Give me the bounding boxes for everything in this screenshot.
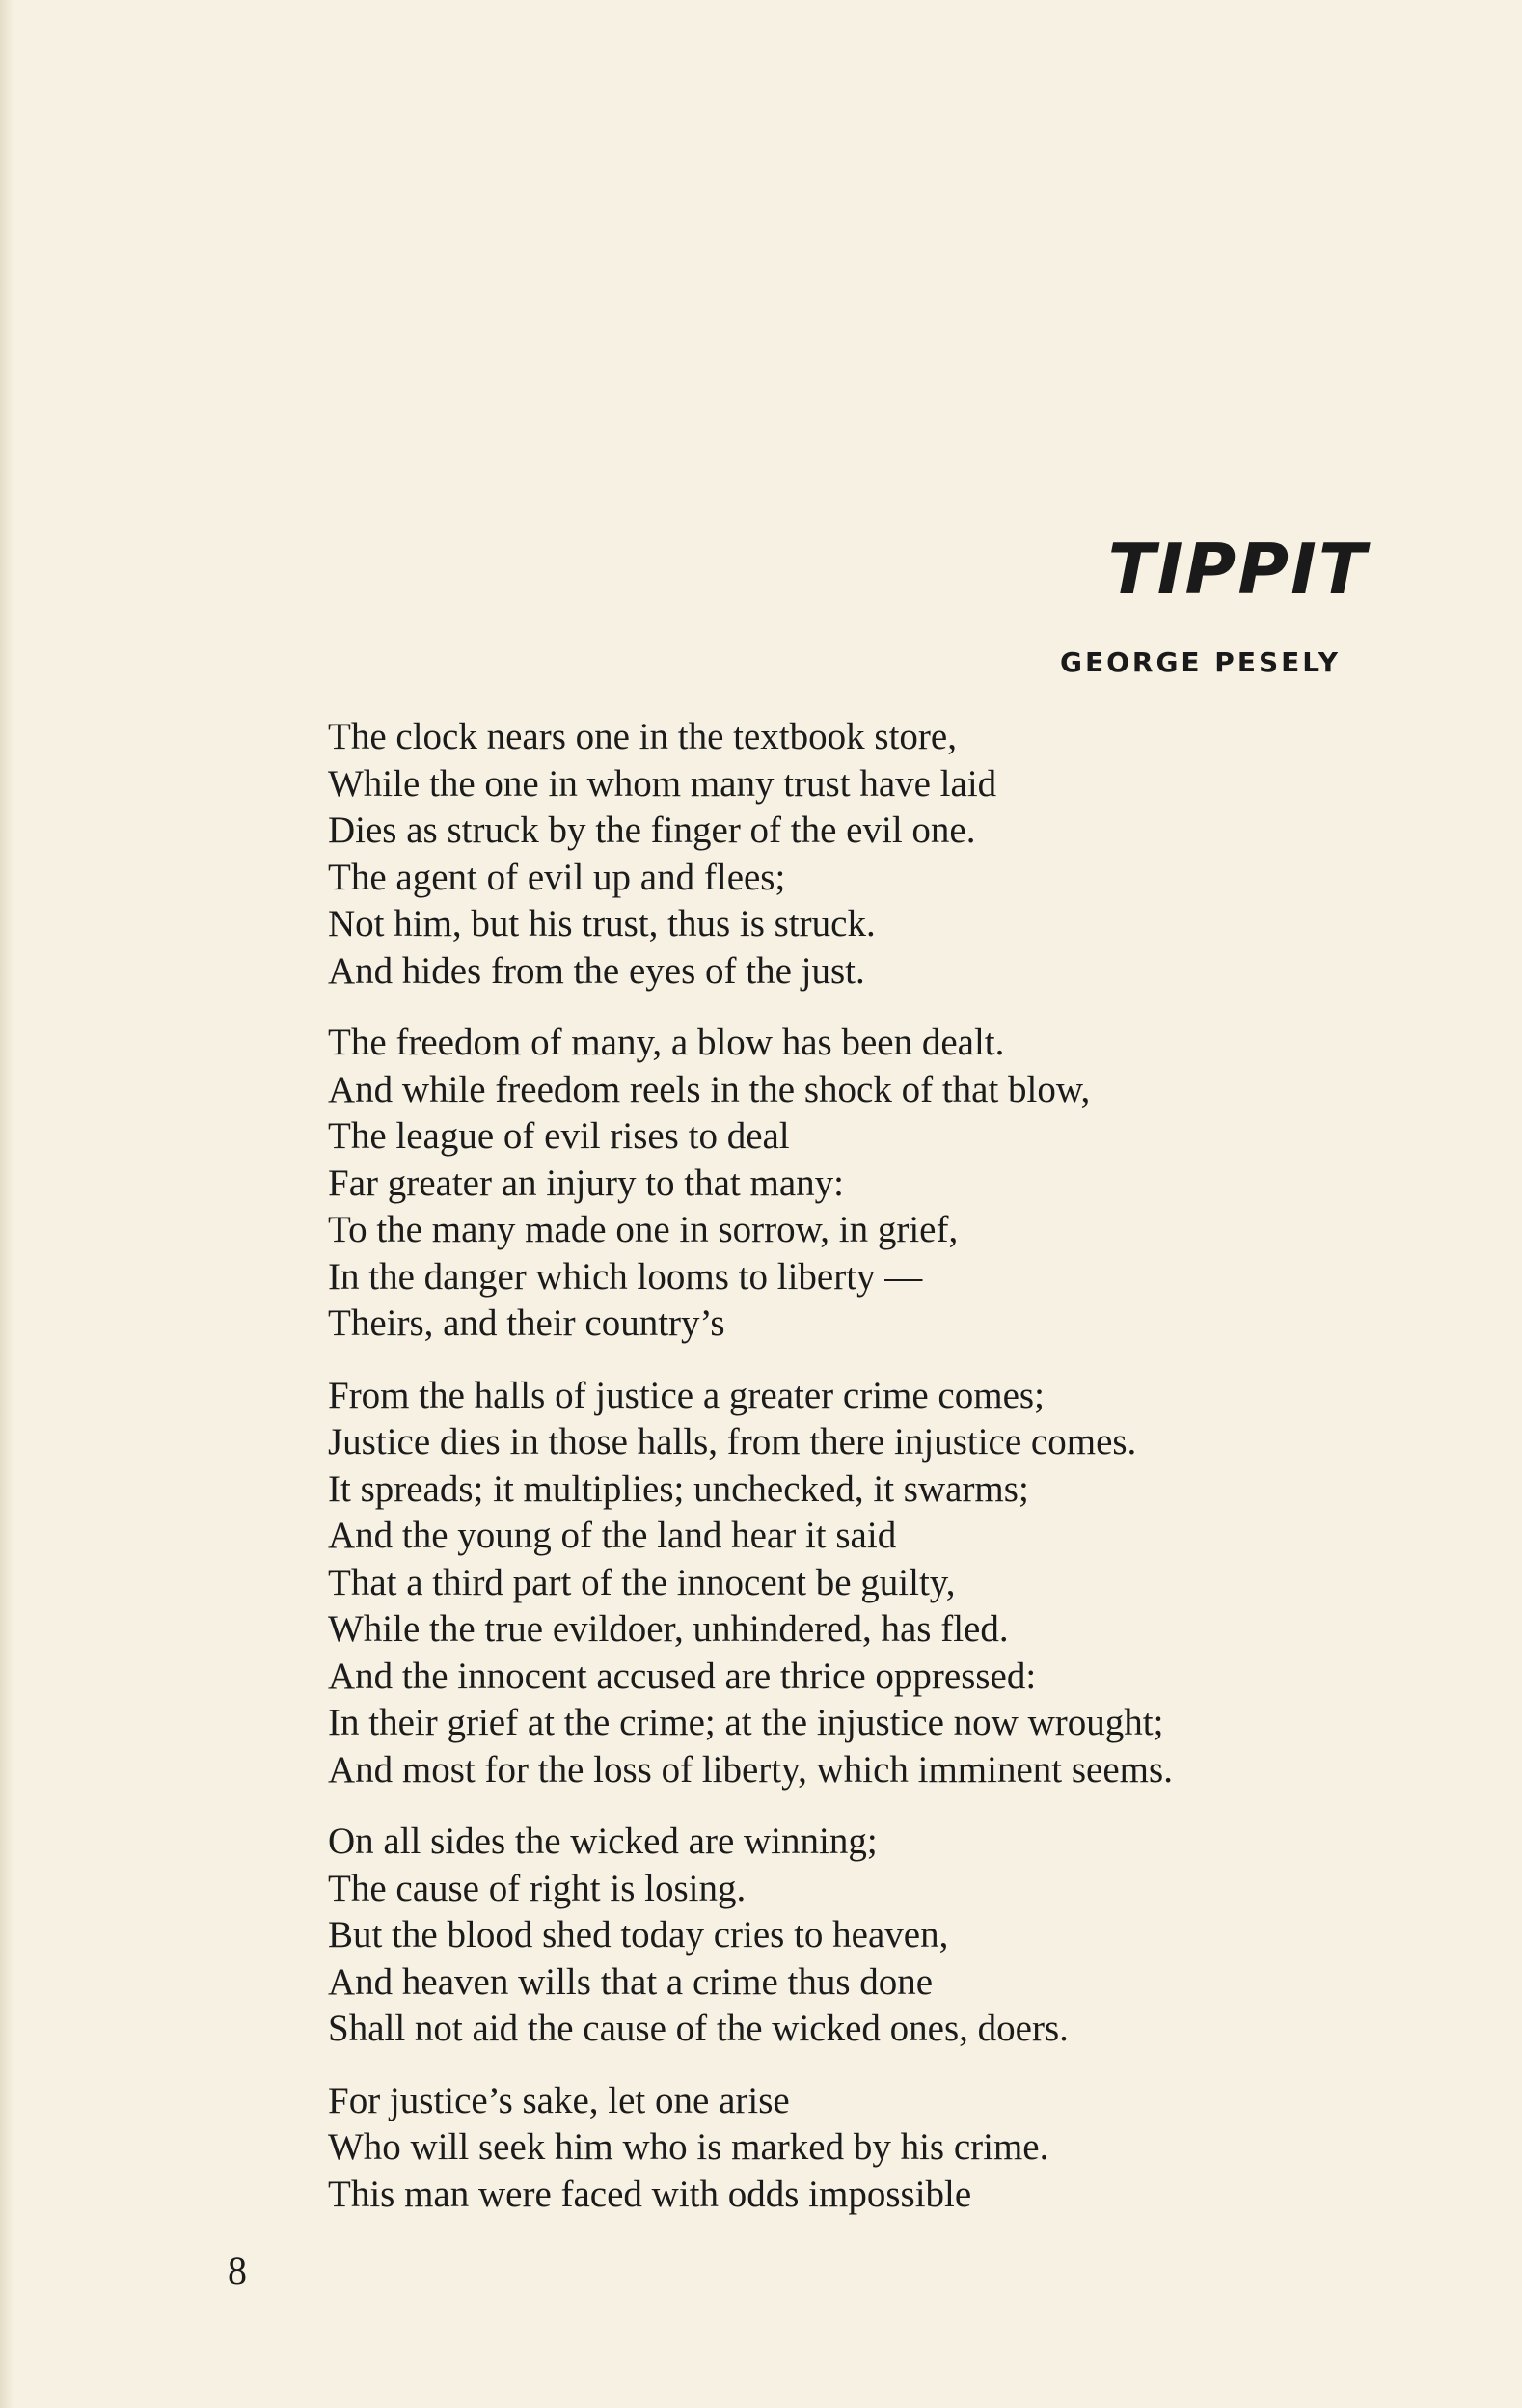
poem-line: And while freedom reels in the shock of that blow, — [328, 1068, 1091, 1110]
poem-line: But the blood shed today cries to heaven, — [328, 1914, 949, 1956]
poem-line: It spreads; it multiplies; unchecked, it swarms; — [328, 1467, 1029, 1510]
poem-body — [328, 714, 1408, 2243]
poem-line: Who will seek him who is marked by his crime. — [328, 2126, 1049, 2168]
poem-line: And heaven wills that a crime thus done — [328, 1960, 934, 2003]
poem-line: The freedom of many, a blow has been dealt. — [328, 1022, 1005, 1063]
poem-line: Dies as struck by the finger of the evil one. — [328, 809, 976, 851]
poem-line: And the innocent accused are thrice oppressed: — [328, 1655, 1037, 1697]
poem-line: From the halls of justice a greater crime comes; — [328, 1374, 1045, 1416]
poem-line: The clock nears one in the textbook store, — [328, 716, 957, 757]
poem-line: On all sides the wicked are winning; — [328, 1820, 878, 1862]
poem-line: And the young of the land hear it said — [328, 1515, 897, 1556]
poem-stanza — [328, 2078, 1408, 2219]
poem-author: GEORGE PESELY — [1059, 646, 1341, 678]
poem-line: The cause of right is losing. — [328, 1867, 747, 1909]
poem-line: Theirs, and their country’s — [328, 1302, 725, 1344]
poem-stanza — [328, 1373, 1408, 1794]
poem-line: In their grief at the crime; at the injustice now wrought; — [328, 1702, 1164, 1743]
poem-line: Justice dies in those halls, from there injustice comes. — [328, 1421, 1137, 1463]
poem-line: Far greater an injury to that many: — [328, 1162, 844, 1204]
poem-stanza — [328, 714, 1408, 995]
poem-line: This man were faced with odds impossible — [328, 2173, 972, 2215]
poem-line: While the true evildoer, unhindered, has fled. — [328, 1608, 1009, 1650]
page-spine-shadow — [0, 0, 14, 2408]
poem-line: For justice’s sake, let one arise — [328, 2079, 790, 2121]
poem-line: To the many made one in sorrow, in grief, — [328, 1209, 959, 1250]
poem-stanza — [328, 1819, 1408, 2053]
poem-line: Not him, but his trust, thus is struck. — [328, 903, 876, 944]
poem-line: And hides from the eyes of the just. — [328, 949, 865, 992]
poem-line: While the one in whom many trust have laid — [328, 762, 997, 805]
poem-line: The agent of evil up and flees; — [328, 856, 786, 898]
poem-stanza — [328, 1020, 1408, 1348]
poem-title: TIPPIT — [1107, 529, 1368, 610]
poem-line: In the danger which looms to liberty — — [328, 1255, 923, 1298]
poem-line: And most for the loss of liberty, which imminent seems. — [328, 1748, 1173, 1791]
poem-line: Shall not aid the cause of the wicked ones, doers. — [328, 2008, 1069, 2049]
poem-line: That a third part of the innocent be guilty, — [328, 1561, 956, 1603]
page-number: 8 — [228, 2249, 247, 2292]
poem-line: The league of evil rises to deal — [328, 1115, 790, 1157]
